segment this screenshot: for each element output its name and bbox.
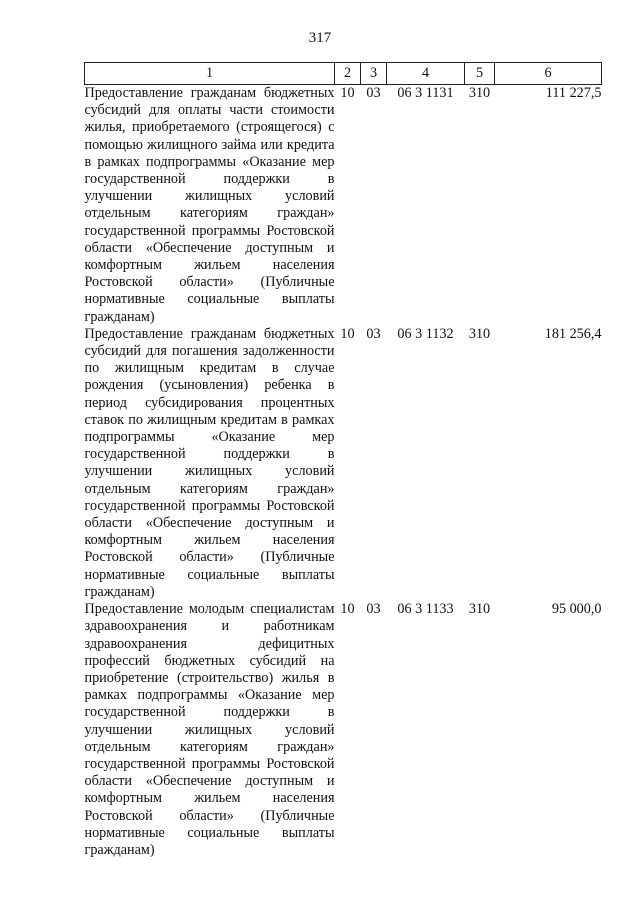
row-subsection-code: 03 xyxy=(366,601,381,618)
row-description: Предоставление молодым специалистам здравоохранения и работникам здравоохранения дефицитных профессий бюджетных субсидий на приобретение (строительство) жилья в рамках подпрограммы «Оказание мер государственной поддержки в улучшении жилищных условий отдельным категориям граждан» государственной программы Ростовской области «Обеспечение доступным и комфортным жильем населения Ростовской области» (Публичные нормативные социальные выплаты гражданам) xyxy=(84,601,335,858)
row-description: Предоставление гражданам бюджетных субсидий для оплаты части стоимости жилья, приобретаемого (строящегося) с помощью жилищного займа или кредита в рамках подпрограммы «Оказание мер государственной поддержки в улучшении жилищных условий отдельным категориям граждан» государственной программы Ростовской области «Обеспечение доступным и комфортным жильем населения Ростовской области» (Публичные нормативные социальные выплаты гражданам) xyxy=(84,85,335,325)
row-description: Предоставление гражданам бюджетных субсидий для погашения задолженности по жилищным кредитам в случае рождения (усыновления) ребенка в период субсидирования процентных ставок по жилищным кредитам в рамках подпрограммы «Оказание мер государственной поддержки в улучшении жилищных условий отдельным категориям граждан» государственной программы Ростовской области «Обеспечение доступным и комфортным жильем населения Ростовской области» (Публичные нормативные социальные выплаты гражданам) xyxy=(84,325,335,600)
page-number: 317 xyxy=(308,30,332,46)
row-amount: 181 256,4 xyxy=(544,325,602,342)
row-section-code: 10 xyxy=(340,85,355,101)
column-header-subsection: 3 xyxy=(361,63,387,85)
row-target-article-code: 06 3 1132 xyxy=(397,325,454,342)
row-target-article-code: 06 3 1131 xyxy=(397,85,454,101)
row-amount: 111 227,5 xyxy=(545,85,602,101)
row-section-code: 10 xyxy=(340,325,355,342)
row-amount: 95 000,0 xyxy=(551,601,602,618)
column-header-amount: 6 xyxy=(495,63,602,85)
table-header-row xyxy=(85,63,602,85)
table-row xyxy=(85,601,602,859)
row-section-code: 10 xyxy=(340,601,355,618)
column-header-description: 1 xyxy=(85,63,335,85)
row-subsection-code: 03 xyxy=(366,325,381,342)
column-header-expense-type: 5 xyxy=(465,63,495,85)
table-row xyxy=(85,326,602,601)
row-expense-type-code: 310 xyxy=(468,325,491,342)
row-subsection-code: 03 xyxy=(366,85,381,101)
row-expense-type-code: 310 xyxy=(468,601,491,618)
row-target-article-code: 06 3 1133 xyxy=(397,601,454,618)
column-header-target-article: 4 xyxy=(387,63,465,85)
budget-table xyxy=(84,62,602,859)
row-expense-type-code: 310 xyxy=(468,85,491,101)
column-header-section: 2 xyxy=(335,63,361,85)
table-row xyxy=(85,85,602,326)
